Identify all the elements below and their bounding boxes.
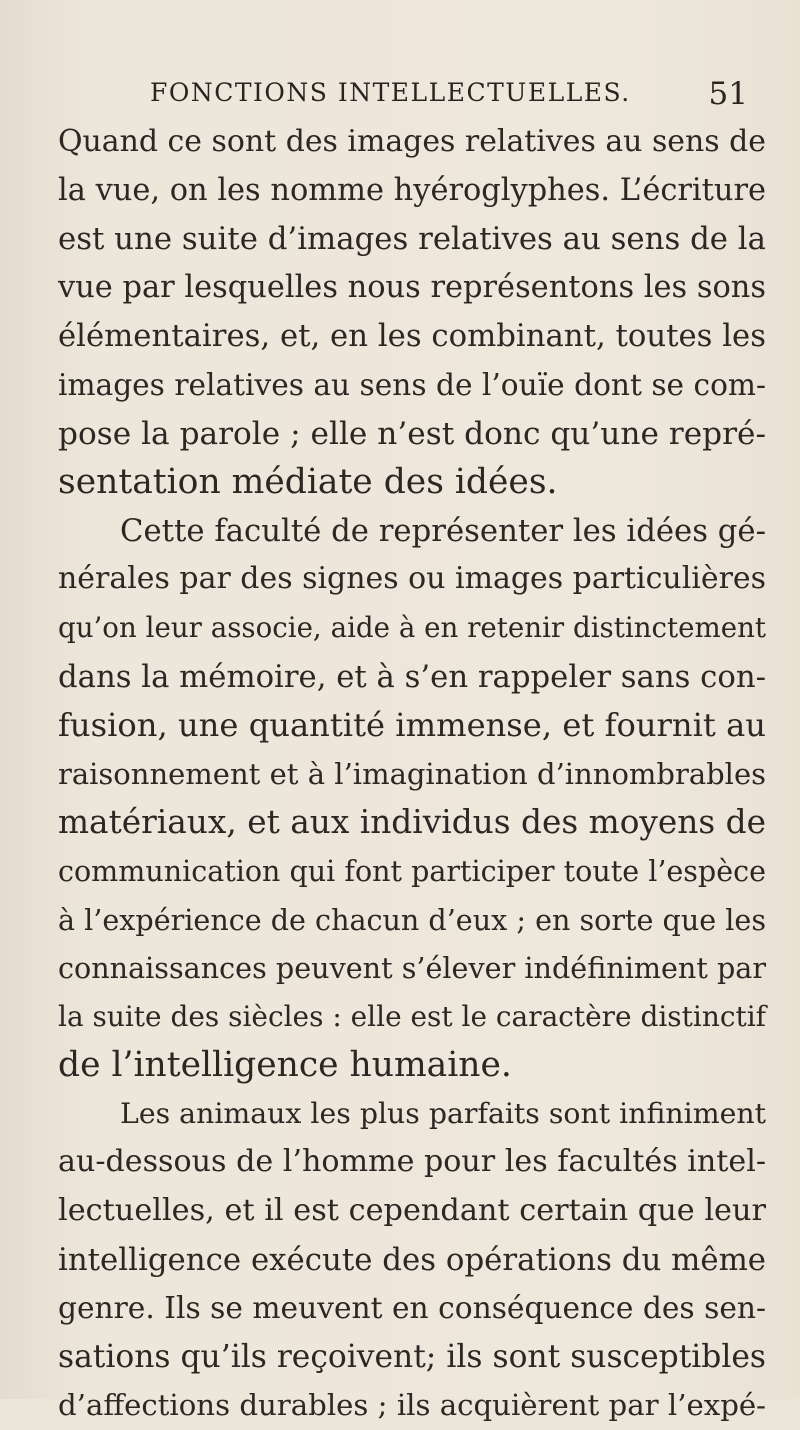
text-line: au-dessous de l’homme pour les facultés intel- [58,1144,766,1180]
paragraph-start-line: Les animaux les plus parfaits sont infiniment [120,1096,766,1130]
text-line: est une suite d’images relatives au sens de la [58,221,766,258]
text-line: sations qu’ils reçoivent; ils sont susceptibles [58,1338,766,1375]
text-line: la suite des siècles : elle est le caractère distinctif [58,999,766,1033]
text-line: communication qui font participer toute l’espèce [58,853,766,888]
text-line: connaissances peuvent s’élever indéfiniment par [58,951,766,986]
text-line: de l’intelligence humaine. [58,1045,512,1086]
text-line: qu’on leur associe, aide à en retenir distinctement [58,610,766,644]
text-line: Quand ce sont des images relatives au sens de [58,124,766,159]
text-line: genre. Ils se meuvent en conséquence des sen- [58,1290,766,1326]
text-line: pose la parole ; elle n’est donc qu’une repré- [58,415,766,452]
text-line: à l’expérience de chacun d’eux ; en sorte que les [58,902,766,937]
text-line: élémentaires, et, en les combinant, toutes les [58,318,766,355]
text-line: d’affections durables ; ils acquièrent par l’expé- [58,1388,766,1423]
text-line: vue par lesquelles nous représentons les sons [58,269,766,305]
page-number: 51 [708,76,748,112]
text-line: matériaux, et aux individus des moyens de [58,803,766,842]
text-line: la vue, on les nomme hyéroglyphes. L’écriture [58,172,766,208]
page-header [140,78,770,118]
text-line: sentation médiate des idées. [58,462,558,503]
text-line: intelligence exécute des opérations du même [58,1241,766,1278]
text-line: raisonnement et à l’imagination d’innombrables [58,756,766,791]
text-line: fusion, une quantité immense, et fournit au [58,706,766,745]
text-line: nérales par des signes ou images particulières [58,561,766,597]
text-line: lectuelles, et il est cependant certain que leur [58,1193,766,1229]
running-title: FONCTIONS INTELLECTUELLES. [150,78,631,107]
text-line: dans la mémoire, et à s’en rappeler sans con- [58,658,766,695]
paragraph-start-line: Cette faculté de représenter les idées gé- [120,512,766,549]
body-text [58,118,766,1430]
text-line: images relatives au sens de l’ouïe dont se com- [58,367,766,402]
